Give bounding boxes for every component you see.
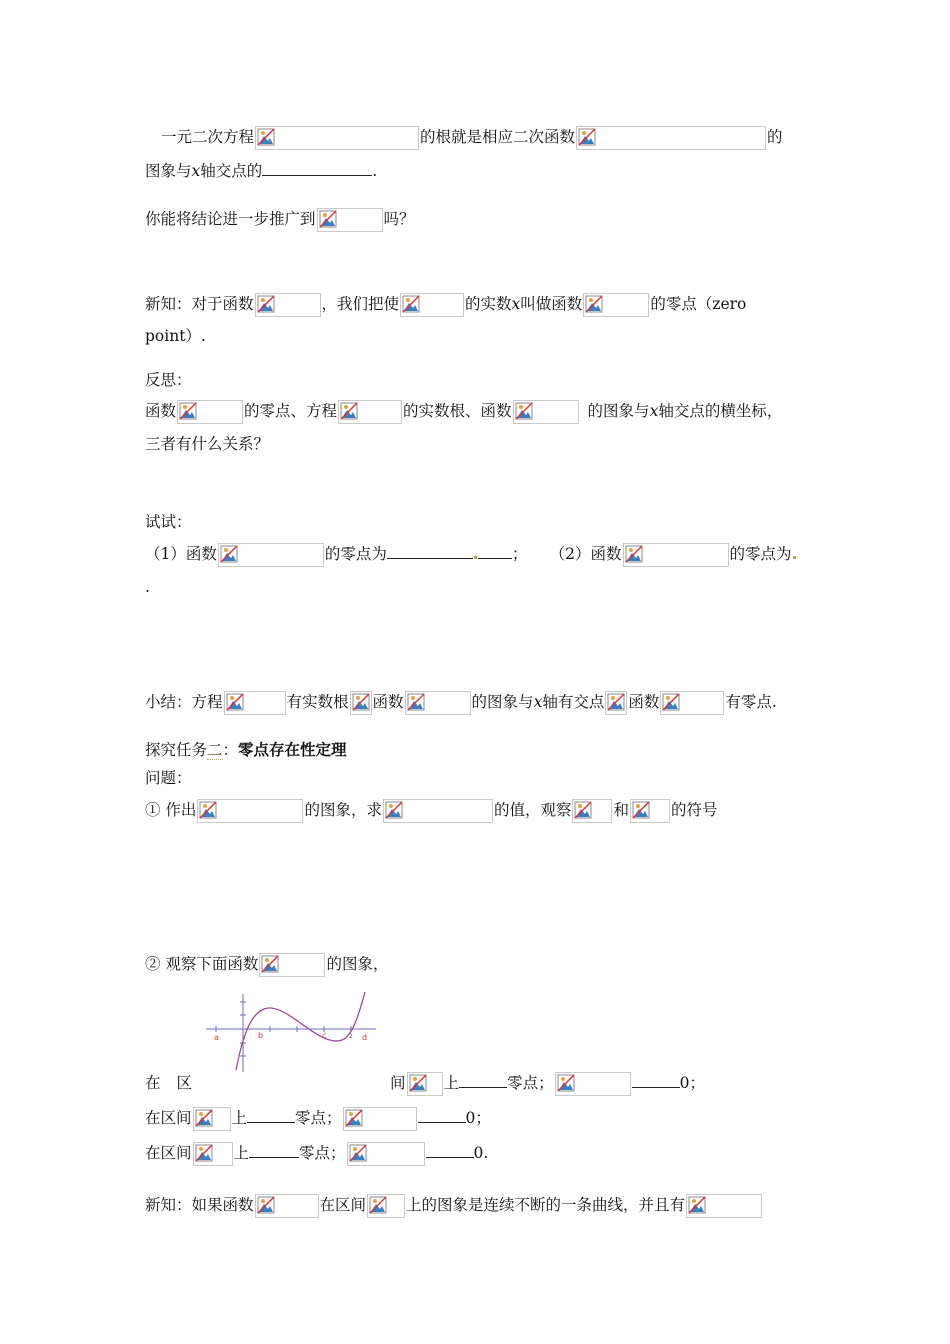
text: 轴交点的横坐标， [658,402,783,420]
line-try-exercises [145,541,797,567]
broken-image-icon [199,801,217,819]
broken-image-icon [409,1074,427,1092]
text: （1）函数 [145,545,217,563]
answer-blank[interactable] [418,1106,466,1123]
formula-image [197,799,303,823]
text: ： [222,741,239,759]
line-interval-2 [145,1105,491,1131]
variable-x: x [191,162,201,180]
text: 你能将结论进一步推广到 [145,210,316,228]
answer-blank[interactable] [247,1106,295,1123]
text: 的图象与 [471,693,534,711]
formula-image [555,1072,631,1096]
formula-image [255,293,321,317]
text: 轴有交点 [542,693,605,711]
line-generalize [145,206,415,232]
text: 探究任务 [145,741,208,759]
formula-image [630,799,670,823]
text: 小结：方程 [145,693,223,711]
broken-image-icon [407,693,425,711]
broken-image-icon [625,545,643,563]
line-period [145,574,150,600]
text: 的 [767,128,783,146]
broken-image-icon [385,801,403,819]
text: 的零点（zero [650,295,747,313]
broken-image-icon [226,693,244,711]
formula-image [367,1194,405,1218]
line-question-two [145,951,388,977]
formula-image [255,1194,319,1218]
broken-image-icon [261,955,279,973]
text: 的零点、方程 [244,402,338,420]
text: 函数 [372,693,404,711]
broken-image-icon [632,801,650,819]
broken-image-icon [607,693,625,711]
line-interval-1 [145,1070,705,1096]
text: 函数 [145,402,177,420]
text: 上 [231,1109,248,1127]
text: 试试： [145,513,192,531]
text: 在区间 [319,1196,367,1214]
text: 叫做函数 [520,295,583,313]
broken-image-icon [257,1196,275,1214]
formula-image [623,543,729,567]
section-title: 零点存在性定理 [238,741,347,759]
text: 吗？ [383,210,415,228]
text: 0； [679,1074,705,1092]
formula-image [400,293,464,317]
text: . [372,162,378,180]
broken-image-icon [195,1109,213,1127]
line-summary [145,689,777,715]
broken-image-icon [662,693,680,711]
text: 轴交点的 [200,162,263,180]
formula-image [513,400,579,424]
formula-image [383,799,493,823]
broken-image-icon [220,545,238,563]
text: 的图象， [326,955,389,973]
formula-image [407,1072,443,1096]
point-label-c: c [322,1031,327,1040]
text: 一元二次方程 [161,128,255,146]
text: 在区间 [145,1144,192,1162]
line-new-knowledge-theorem [145,1192,763,1218]
text: 的实数 [465,295,512,313]
line-point [145,323,206,349]
text: 0. [473,1144,489,1162]
broken-image-icon [515,402,533,420]
broken-image-icon [585,295,603,313]
text: 函数 [628,693,660,711]
text: 间 [390,1074,406,1092]
broken-image-icon [257,295,275,313]
line-quadratic-root [145,124,783,150]
line-new-knowledge-zero [145,291,746,317]
text: 的图象，求 [304,801,382,819]
broken-image-icon [402,295,420,313]
text: 新知：如果函数 [145,1196,254,1214]
answer-blank[interactable] [478,542,512,559]
heading-question [145,765,192,791]
text: 上 [233,1144,250,1162]
formula-image [177,400,243,424]
answer-blank[interactable] [249,1141,299,1158]
text: 有实数根 [286,693,349,711]
text: 0； [465,1109,491,1127]
text: 上 [443,1074,460,1092]
formula-image [576,126,766,150]
text: ① 作出 [145,801,197,819]
text: 问题： [145,769,192,787]
broken-image-icon [688,1196,706,1214]
text: point）. [145,327,206,345]
text: 的根就是相应二次函数 [420,128,576,146]
formula-image [259,953,325,977]
broken-image-icon [179,402,197,420]
text: 区 [176,1074,193,1092]
answer-blank[interactable] [426,1141,474,1158]
line-interval-3 [145,1140,488,1166]
text: 二 [207,741,223,759]
formula-image [317,208,383,232]
text: 有零点. [725,693,777,711]
broken-image-icon [369,1196,387,1214]
marker-dot [793,556,796,559]
text: 的图象与 [587,402,650,420]
formula-image [686,1194,762,1218]
text: 零点； [507,1074,554,1092]
text: 三者有什么关系？ [145,435,270,453]
line-graph-intersection [145,158,377,184]
line-relationship [145,431,269,457]
tick-label-2: 2 [349,1033,353,1040]
point-label-d: d [362,1033,368,1042]
answer-blank[interactable] [632,1071,680,1088]
variable-x: x [533,693,543,711]
function-curve [236,992,368,1070]
text: . [145,578,150,596]
text: 的实数根、函数 [403,402,512,420]
line-question-one [145,797,718,823]
point-label-b: b [258,1031,264,1040]
marker-dot [474,556,477,559]
text: 在 [145,1074,161,1092]
broken-image-icon [352,693,370,711]
text: 图象与 [145,162,192,180]
formula-image [605,691,627,715]
heading-try [145,509,192,535]
broken-image-icon [574,801,592,819]
broken-image-icon [578,128,596,146]
broken-image-icon [257,128,275,146]
heading-reflection [145,367,192,393]
formula-image [405,691,471,715]
formula-image [343,1107,417,1131]
line-reflection-question [145,398,782,424]
variable-x: x [649,402,659,420]
text: ，我们把使 [321,295,400,313]
variable-x: x [511,295,521,313]
formula-image [350,691,372,715]
text: 的零点为 [729,545,792,563]
text: 的零点为 [324,545,387,563]
text: ② 观察下面函数 [145,955,259,973]
formula-image [193,1107,231,1131]
formula-image [572,799,612,823]
text: 零点； [295,1109,342,1127]
broken-image-icon [345,1109,363,1127]
text: （2）函数 [557,545,622,563]
text: 上的图象是连续不断的一条曲线，并且有 [406,1196,686,1214]
text: 新知：对于函数 [145,295,254,313]
formula-image [583,293,649,317]
point-label-a: a [214,1033,219,1042]
broken-image-icon [349,1144,367,1162]
formula-image [218,543,324,567]
formula-image [338,400,402,424]
broken-image-icon [557,1074,575,1092]
formula-image [193,1142,233,1166]
text: ； [511,545,528,563]
text: 在区间 [145,1109,192,1127]
text: 反思： [145,371,192,389]
broken-image-icon [319,210,337,228]
cubic-function-graph [200,988,380,1076]
formula-image [255,126,419,150]
formula-image [224,691,286,715]
formula-image [660,691,724,715]
broken-image-icon [340,402,358,420]
formula-image [347,1142,425,1166]
answer-blank[interactable] [262,159,372,176]
text: 零点； [299,1144,346,1162]
text: 的符号 [670,801,718,819]
text: 的值，观察 [493,801,572,819]
broken-image-icon [195,1144,213,1162]
heading-task-two [145,737,347,763]
answer-blank[interactable] [387,542,473,559]
answer-blank[interactable] [459,1071,507,1088]
text: 和 [613,801,629,819]
